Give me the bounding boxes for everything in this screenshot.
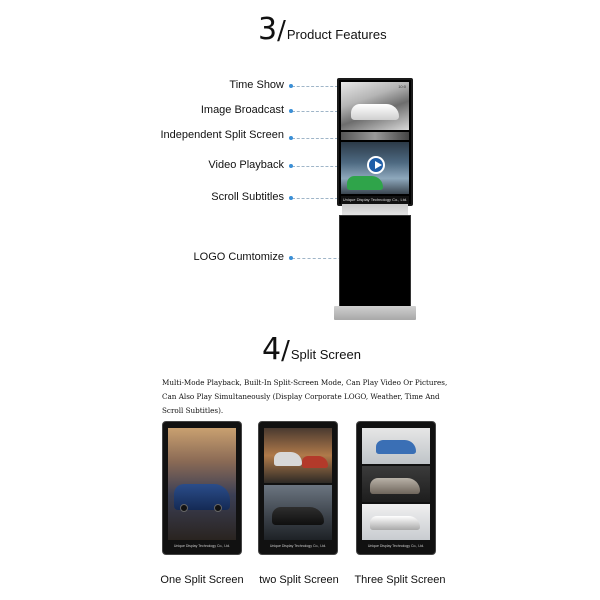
one-split-screen-display (162, 421, 242, 555)
section-slash: / (277, 16, 286, 46)
kiosk-scroll-subtitle: Unique Display Technology Co., Ltd. (342, 197, 408, 202)
feature-dot-icon (289, 109, 293, 113)
kiosk-split-strip (341, 132, 409, 140)
feature-dot-icon (289, 256, 293, 260)
split-screen-description: Multi-Mode Playback, Built-In Split-Screen Mode, Can Play Video Or Pictures, Can Also Play Simultaneously (Display Corporate LOGO, Weather, Time And Scroll Subtitles). (162, 378, 448, 415)
feature-guide-line (292, 111, 338, 112)
feature-label-image-broadcast: Image Broadcast (200, 104, 284, 116)
car-image (274, 452, 302, 466)
screen-image (168, 428, 236, 540)
feature-label-time-show: Time Show (229, 79, 284, 91)
section-3-heading (258, 12, 387, 47)
screen-image (362, 428, 430, 540)
section-title: Split Screen (290, 347, 361, 362)
feature-dot-icon (289, 84, 293, 88)
section-4-heading (262, 332, 361, 367)
screen-panel-middle (362, 466, 430, 502)
wheel-shape (214, 504, 222, 512)
wheel-shape (180, 504, 188, 512)
screen-footer-text: Unique Display Technology Co., Ltd. (173, 544, 231, 548)
screen-footer-text: Unique Display Technology Co., Ltd. (367, 544, 425, 548)
screen-panel-top (264, 428, 332, 483)
section-title: Product Features (286, 27, 387, 42)
play-icon (367, 156, 385, 174)
screen-panel-bottom (264, 485, 332, 540)
kiosk-screen (337, 78, 413, 206)
kiosk-base (334, 306, 416, 320)
two-split-screen-display (258, 421, 338, 555)
section-slash: / (281, 336, 290, 366)
car-image (376, 440, 416, 454)
feature-label-independent-split-screen: Independent Split Screen (160, 129, 284, 141)
kiosk-image-panel (341, 82, 409, 130)
feature-guide-line (292, 198, 338, 199)
screen-panel-bottom (362, 504, 430, 540)
car-image (370, 516, 420, 530)
car-image (370, 478, 420, 494)
feature-dot-icon (289, 136, 293, 140)
feature-guide-line (292, 138, 338, 139)
screen-footer-text: Unique Display Technology Co., Ltd. (269, 544, 327, 548)
car-image (351, 104, 399, 120)
feature-guide-line (292, 86, 338, 87)
caption-two-split-screen: two Split Screen (259, 574, 339, 586)
screen-image (264, 428, 332, 540)
section-number: 3 (258, 12, 278, 47)
caption-one-split-screen: One Split Screen (160, 574, 244, 586)
feature-label-logo-customize: LOGO Cumtomize (193, 251, 284, 263)
three-split-screen-display (356, 421, 436, 555)
car-image (347, 176, 383, 190)
kiosk-logo-panel (339, 215, 411, 307)
feature-label-video-playback: Video Playback (208, 159, 284, 171)
caption-three-split-screen: Three Split Screen (354, 574, 446, 586)
car-image (302, 456, 328, 468)
feature-label-scroll-subtitles: Scroll Subtitles (211, 191, 284, 203)
section-number: 4 (262, 332, 282, 367)
feature-guide-line (292, 166, 338, 167)
feature-dot-icon (289, 196, 293, 200)
kiosk-time: 10:0 (398, 84, 406, 89)
car-image (272, 507, 324, 525)
feature-dot-icon (289, 164, 293, 168)
screen-panel-top (362, 428, 430, 464)
